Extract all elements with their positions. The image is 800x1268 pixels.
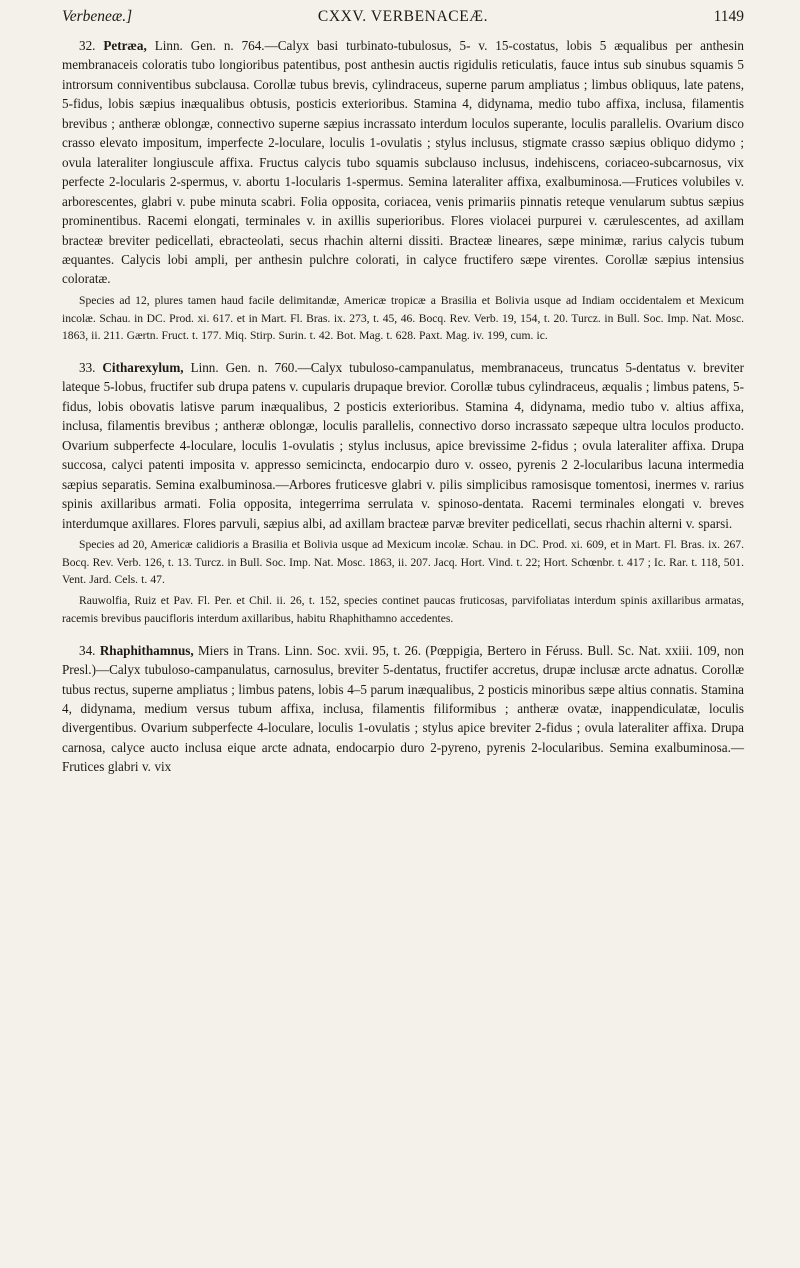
genus-name: Rhaphithamnus, <box>99 642 194 658</box>
genus-name: Citharexylum, <box>102 360 184 375</box>
header-section-label: Verbeneæ.] <box>62 8 133 25</box>
genus-number: 33. <box>79 360 96 375</box>
genus-text: Miers in Trans. Linn. Soc. xvii. 95, t. 26. (Pœppigia, Bertero in Féruss. Bull. Sc. Nat. xxiii. 109, non Presl.)—Calyx tubuloso-campanulatus, carnosulus, breviter 5-dentatus, fructifer accretus, drupæ inclusæ arcte adnatus. Corollæ tubus rectus, superne ampliatus ; limbus patens, lobis 4–5 parum inæqualibus, 2 posticis minoribus sæpe altius connatis. Stamina 4, didynama, medium versus tubum affixa, inclusa, filamentis filiformibus ; antheræ ovatæ, inappendiculatæ, loculis divergentibus. Ovarium subperfecte 4-loculare, loculis 1-ovulatis ; stylus apice breviter 2-fidus ; ovula lateraliter affixa. Drupa carnosa, calyce aucto inclusa eique arcte adnata, endocarpio duro 2-pyreno, pyrenis 2-locularibus. Semina exalbuminosa.—Frutices glabri v. vix <box>62 642 744 775</box>
genus-description-citharexylum <box>62 358 744 533</box>
genus-name: Petræa, <box>103 38 147 53</box>
genus-description-petraea <box>62 36 744 289</box>
species-note-petraea: Species ad 12, plures tamen haud facile delimitandæ, Americæ tropicæ a Brasilia et Bolivia usque ad Indiam occidentalem et Mexicum incolæ. Schau. in DC. Prod. xi. 617. et in Mart. Fl. Bras. ix. 273, t. 45, 46. Bocq. Rev. Verb. 19, 154, t. 20. Turcz. in Bull. Soc. Imp. Nat. Mosc. 1863, ii. 211. Gærtn. Fruct. t. 177. Miq. Stirp. Surin. t. 42. Bot. Mag. t. 628. Paxt. Mag. iv. 199, cum. ic. <box>62 293 744 343</box>
species-note-citharexylum: Species ad 20, Americæ calidioris a Brasilia et Bolivia usque ad Mexicum incolæ. Schau. in DC. Prod. xi. 609, et in Mart. Fl. Bras. ix. 267. Bocq. Rev. Verb. 126, t. 13. Turcz. in Bull. Soc. Imp. Nat. Mosc. 1863, ii. 207. Jacq. Hort. Vind. t. 22; Hort. Schœnbr. t. 417 ; Ic. Rar. t. 118, 501. Vent. Jard. Cels. t. 47. <box>62 538 744 587</box>
genus-number: 34. <box>79 642 96 658</box>
note-rauwolfia: Rauwolfia, Ruiz et Pav. Fl. Per. et Chil. ii. 26, t. 152, species continet paucas fruticosas, parvifoliatas interdum spinis axillaribus armatas, racemis brevibus paucifloris interdum axillaribus, habitu Rhaphithamno accedentes. <box>62 594 744 625</box>
genus-text: Linn. Gen. n. 760.—Calyx tubuloso-campanulatus, membranaceus, truncatus 5-dentatus v. breviter lateque 5-lobus, fructifer sub drupa patens v. cupularis drupaque brevior. Corollæ tubus cylindraceus, æqualis ; limbus patens, 5-fidus, lobis obovatis latisve parum inæqualibus, 2 posticis exterioribus. Stamina 4, didynama, medio tubo v. altius affixa, inclusa, filamentis brevibus ; antheræ oblongæ, loculis parallelis, connectivo dorso incrassato sæpeque ultra loculos producto. Ovarium subperfecte 4-loculare, loculis 1-ovulatis ; stylus inclusus, apice brevissime 2-fidus ; ovula lateraliter affixa. Drupa succosa, calyci patenti imposita v. appresso semicincta, endocarpio duro v. osseo, pyrenis 2 2-locularibus lacuna intermedia sæpius separatis. Semina exalbuminosa.—Arbores fruticesve glabri v. pilis simplicibus ramosisque tomentosi, inermes v. rarius spinis axillaribus armati. Folia opposita, integerrima serrulata v. spinoso-dentata. Racemi terminales elongati v. breves interdumque axillares. Flores parvuli, sæpius albi, ad axillam bracteæ parvæ breviter pedicellati, secus rhachin alterni v. sparsi. <box>62 360 744 531</box>
page-number: 1149 <box>713 8 744 25</box>
genus-number: 32. <box>79 38 96 53</box>
running-header <box>62 6 744 36</box>
header-chapter-title: CXXV. VERBENACEÆ. <box>317 8 489 25</box>
genus-description-rhaphithamnus <box>62 641 744 777</box>
page-body <box>62 36 744 777</box>
genus-text: Linn. Gen. n. 764.—Calyx basi turbinato-tubulosus, 5- v. 15-costatus, lobis 5 æqualibus per anthesin membranaceis coloratis tubo longioribus patentibus, post anthesin auctis rigidulis reticulatis, fauce intus sub sinubus squamis 5 introrsum conniventibus subclausa. Corollæ tubus brevis, cylindraceus, superne parum ampliatus ; limbus obliquus, late patens, 5-fidus, lobis sæpius inæqualibus obtusis, posticis exterioribus. Stamina 4, didynama, medio tubo affixa, inclusa, filamentis brevibus ; antheræ oblongæ, connectivo superne sæpius incrassato interdum loculos superante, loculis parallelis. Ovarium disco crasso elevato impositum, imperfecte 2-loculare, loculis 1-ovulatis ; stylus inclusus, stigmate crasso sæpius obliquo didymo ; ovula lateraliter longiuscule affixa. Fructus calycis tubo squamis subclauso inclusus, indehiscens, coriaceo-subcarnosus, vix perfecte 2-locularis 2-spermus, v. abortu 1-locularis 1-spermus. Semina lateraliter affixa, exalbuminosa.—Frutices volubiles v. arborescentes, glabri v. pube minuta scabri. Folia opposita, coriacea, venis primariis pinnatis reteque venularum subtus sæpius prominentibus. Racemi elongati, terminales v. in axillis superioribus. Flores violacei purpurei v. cærulescentes, ad axillam bracteæ breviter pedicellati, ebracteolati, secus rhachin alterni dissiti. Bracteæ lineares, sæpe minimæ, rarius calycis tubum æquantes. Calycis lobi ampli, per anthesin pulchre colorati, in calyce fructifero sæpe virentes. Corollæ sæpius intensius coloratæ. <box>62 38 744 287</box>
